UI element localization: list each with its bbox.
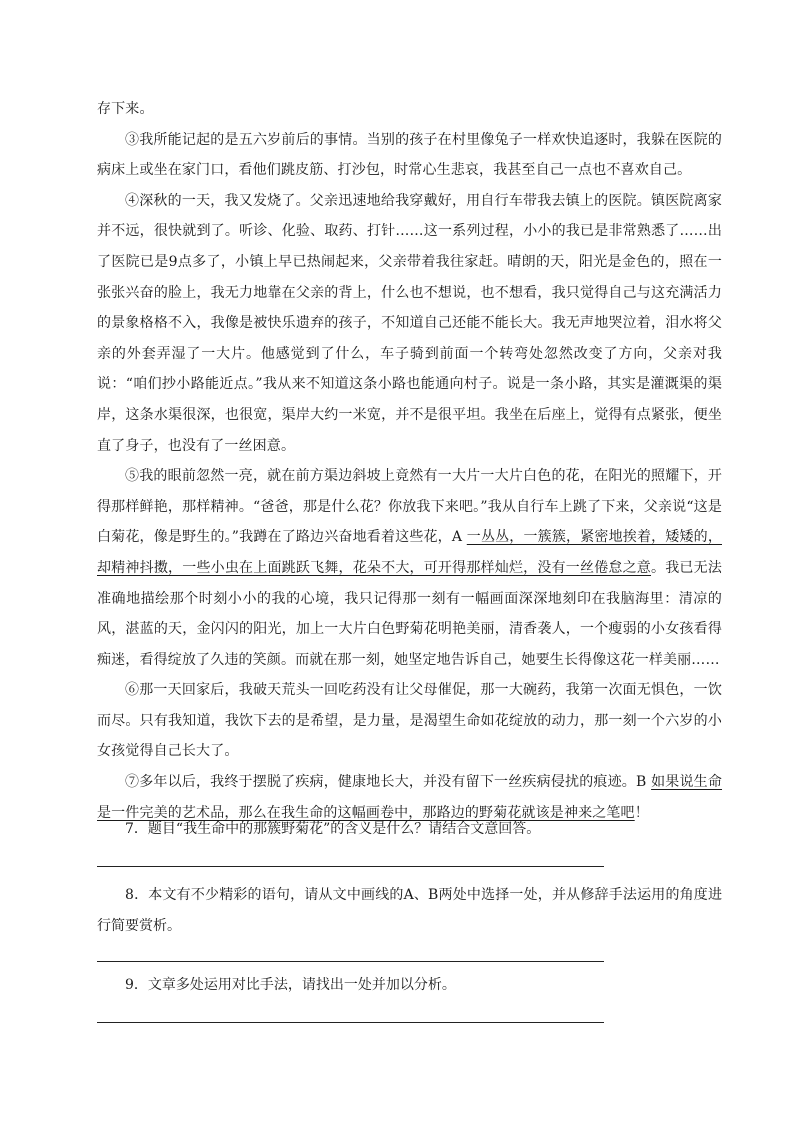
answer-line-9[interactable]	[97, 1022, 604, 1023]
paragraph-5	[97, 461, 722, 675]
question-9: 9．文章多处运用对比手法，请找出一处并加以分析。	[125, 977, 456, 993]
paragraph-7-text-a: ⑦多年以后，我终于摆脱了疾病，健康地长大，并没有留下一丝疾病侵扰的痕迹。B	[125, 774, 652, 791]
paragraph-4: ④深秋的一天，我又发烧了。父亲迅速地给我穿戴好，用自行车带我去镇上的医院。镇医院离家并不远，很快就到了。听诊、化验、取药、打针……这一系列过程，小小的我已是非常熟悉了……出了医院已是9点多了，小镇上早已热闹起来，父亲带着我往家赶。晴朗的天，阳光是金色的，照在一张张兴奋的脸上，我无力地靠在父亲的背上，什么也不想说，也不想看，我只觉得自己与这充满活力的景象格格不入，我像是被快乐遗弃的孩子，不知道自己还能不能长大。我无声地哭泣着，泪水将父亲的外套弄湿了一大片。他感觉到了什么，车子骑到前面一个转弯处忽然改变了方向，父亲对我说：“咱们抄小路能近点。”我从来不知道这条小路也能通向村子。说是一条小路，其实是灌溉渠的渠岸，这条水渠很深，也很宽，渠岸大约一米宽，并不是很平坦。我坐在后座上，觉得有点紧张，便坐直了身子，也没有了一丝困意。	[97, 192, 722, 454]
paragraph-3: ③我所能记起的是五六岁前后的事情。当别的孩子在村里像兔子一样欢快追逐时，我躲在医院的病床上或坐在家门口，看他们跳皮筋、打沙包，时常心生悲哀，我甚至自己一点也不喜欢自己。	[97, 131, 722, 179]
paragraph-6: ⑥那一天回家后，我破天荒头一回吃药没有让父母催促，那一大碗药，我第一次面无惧色，一饮而尽。只有我知道，我饮下去的是希望，是力量，是渴望生命如花绽放的动力，那一刻一个六岁的小女孩觉得自己长大了。	[97, 682, 722, 760]
paragraph-5-text-b: 。我已无法准确地描绘那个时刻小小的我的心境，我只记得那一刻有一幅画面深深地刻印在我脑海里：清凉的风，湛蓝的天，金闪闪的阳光，加上一大片白色野菊花明艳美丽，清香袭人，一个瘦弱的小女孩看得痴迷，看得绽放了久违的笑颜。而就在那一刻，她坚定地告诉自己，她要生长得像这花一样美丽……	[97, 559, 722, 668]
answer-line-7[interactable]	[97, 866, 604, 867]
question-8: 8．本文有不少精彩的语句，请从文中画线的A、B两处中选择一处，并从修辞手法运用的角度进行简要赏析。	[97, 887, 722, 934]
question-7: 7．题目“我生命中的那簇野菊花”的含义是什么？请结合文意回答。	[125, 821, 541, 837]
paragraph-continuation: 存下来。	[97, 101, 154, 117]
paragraph-7-text-b: ！	[634, 804, 649, 821]
underlined-sentence-a: 一丛丛，一簇簇，紧密地挨着，矮矮的，却精神抖擞，一些小虫在上面跳跃飞舞，花朵不大，可开得那样灿烂，没有一丝倦怠之意	[97, 529, 722, 576]
underlined-sentence-b: 如果说生命是一件完美的艺术品，那么在我生命的这幅画卷中，那路边的野菊花就该是神来之笔吧	[97, 774, 723, 821]
paragraph-5-text-a: ⑤我的眼前忽然一亮，就在前方渠边斜坡上竟然有一大片一大片白色的花，在阳光的照耀下，开得那样鲜艳，那样精神。“爸爸，那是什么花？你放我下来吧。”我从自行车上跳了下来，父亲说“这是白菊花，像是野生的。”我蹲在了路边兴奋地看着这些花，A	[97, 468, 722, 546]
article-body	[97, 94, 722, 828]
answer-line-8[interactable]	[97, 961, 604, 962]
